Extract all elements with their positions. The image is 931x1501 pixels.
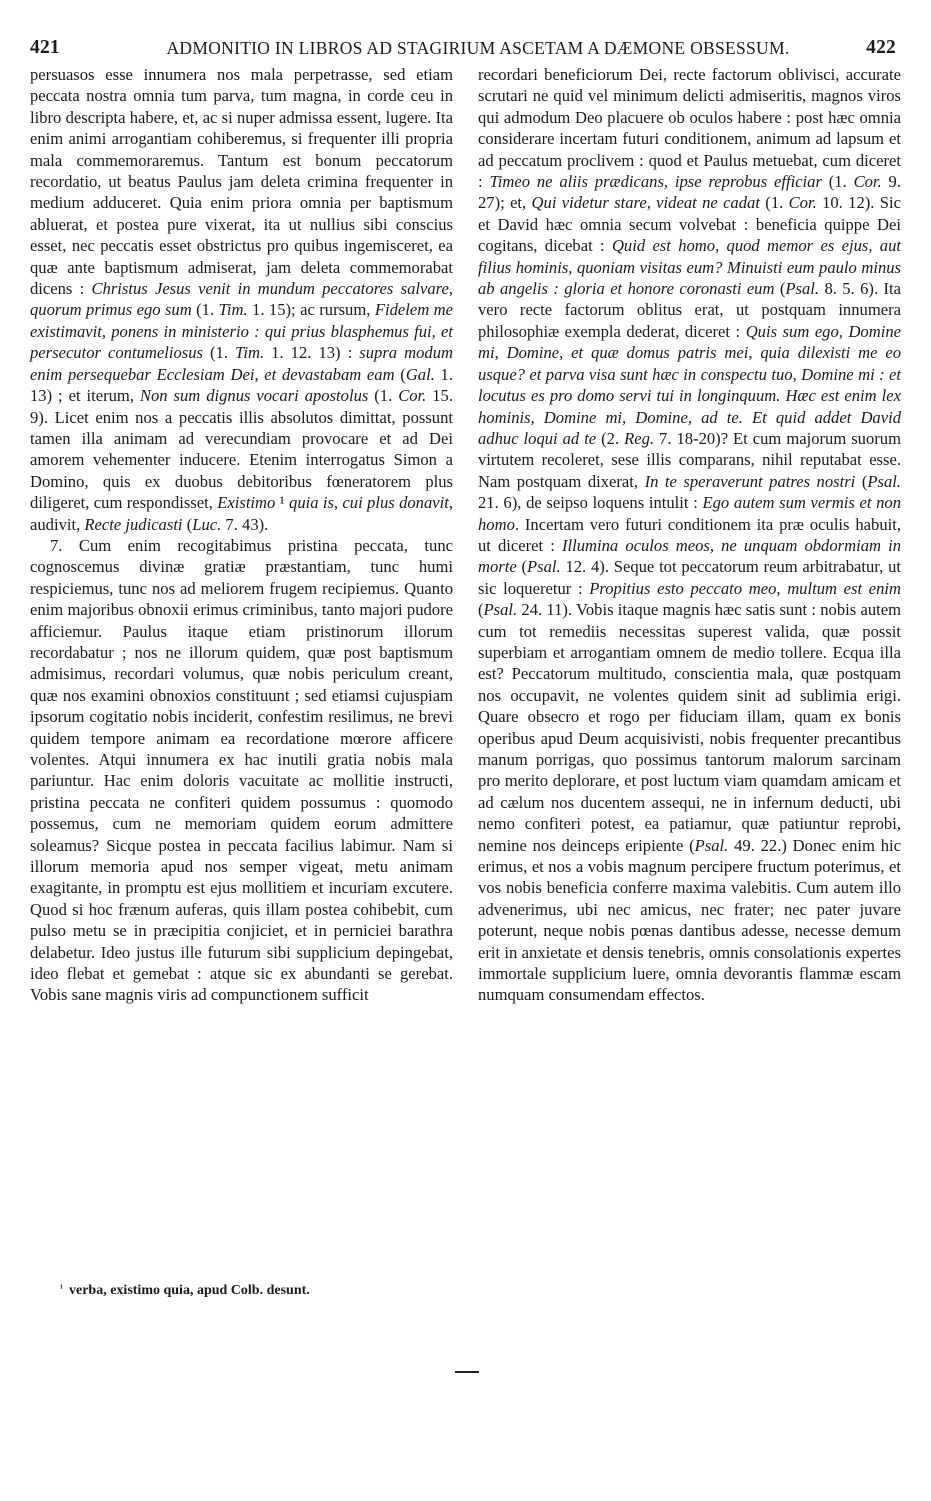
italic-run: Psal. [694, 835, 729, 855]
italic-run: Christus Jesus venit in mundum peccatores salvare, quorum primus ego sum [30, 279, 453, 320]
text-run: , audivit, [30, 493, 453, 534]
footnote-text: verba, existimo quia, apud Colb. desunt. [69, 1283, 310, 1298]
italic-run: Tim. [235, 343, 265, 363]
italic-run: Qui videtur stare, videat ne cadat [531, 193, 760, 213]
text-run: 15. 9). Licet enim nos a peccatis illis absolutos dimittat, possunt tamen illa animam ad verecundiam provocare et ad Dei amorem vehementer inducere. Etenim interrogatus Simon a Domino, quis ex duobus debitoribus fœneratorem plus diligeret, cum respondisset, [30, 386, 454, 513]
italic-run: Psal. [785, 279, 820, 299]
text-run: 7. 18-20)? Et cum majorum suorum virtutem recoleret, sese illis comparans, nihil reputabat esse. Nam postquam dixerat, [478, 428, 901, 491]
italic-run: Quis sum ego, Domine mi, Domine, et quæ domus patris mei, quia dilexisti me eo usque? et parva visa sunt hæc in conspectu tuo, Domine mi : et locutus es pro domo servi tui in longinquum. Hæc est enim lex hominis, Domine mi, Domine, ad te. Et quid addet David adhuc loqui ad te [478, 321, 901, 448]
italic-run: Fidelem me existimavit, ponens in ministerio : qui prius blasphemus fui, et persecutor contumeliosus [30, 300, 453, 363]
running-header [30, 34, 896, 62]
text-run: ( [182, 514, 193, 534]
italic-run: Psal. [527, 557, 561, 577]
text-run: recordari beneficiorum Dei, recte factorum oblivisci, accurate scrutari ne quid vel minimum delicti admiseritis, magnos viros qui admodum Deo placuere ob oculos habere : post hæc omnia considerare incertam futuri conditionem, animum ad lapsum et ad peccatum proclivem : quod et Paulus metuebat, cum diceret : [478, 65, 901, 192]
text-run: ¹ [275, 493, 290, 513]
italic-run: Cor. [788, 193, 817, 213]
left-column [30, 64, 453, 1006]
italic-run: Cor. [398, 386, 427, 406]
running-title: ADMONITIO IN LIBROS AD STAGIRIUM ASCETAM A DÆMONE OBSESSUM. [166, 38, 790, 58]
text-run: (1. [368, 386, 399, 406]
paragraph [478, 64, 901, 1006]
italic-run: Quid est homo, quod memor es ejus, aut filius hominis, quoniam visitas eum? Minuisti eum paulo minus ab angelis : gloria et honore coronasti eum [478, 236, 901, 299]
text-run: 1. 12. 13) : [264, 343, 360, 363]
footnote-marker: ¹ [60, 1283, 63, 1294]
italic-run: quia is, cui plus donavit [289, 493, 449, 513]
text-run: ( [478, 600, 484, 620]
italic-run: Psal. [483, 600, 518, 620]
text-run: 1. 13) ; et iterum, [30, 364, 453, 406]
text-run: 49. 22.) Donec enim hic erimus, et nos a vobis magnum percipere fructum poterimus, et vos nobis beneficia conferre maxima valebitis. Cum autem illo advenerimus, ubi nec amicus, nec frater; nec pater juvare poterunt, neque nobis pœnas dantibus adesse, necesse demum erit in anxietate et densis tenebris, omnis consolationis expertes immortale supplicium luere, omnia devorantis flammæ escam numquam consumendam effectos. [478, 835, 901, 1005]
text-run: (1. [191, 300, 219, 320]
text-run: ( [774, 279, 786, 299]
text-run: (2. [596, 428, 625, 448]
text-run: 12. 4). Seque tot peccatorum reum arbitrabatur, ut sic loqueretur : [478, 557, 901, 598]
italic-run: supra modum enim persequebar Ecclesiam Dei, et devastabam eam [30, 343, 453, 384]
italic-run: Ego autem sum vermis et non homo [478, 493, 901, 534]
italic-run: Recte judicasti [84, 514, 183, 534]
text-run: 24. 11). Vobis itaque magnis hæc satis sunt : nobis autem cum tot remediis necessitas superest valida, quæ possit superbiam et arrogantiam omnem de medio tollere. Ecqua illa est? Peccatorum multitudo, conscientia mala, quæ postquam nos occupavit, ne volentes quidem sinit ad sublimia erigi. Quare obsecro et rogo per fiduciam illam, quam ex bonis operibus apud Deum acquisivisti, nobis frequenter precantibus manum porrigas, quo possimus tantorum malorum sarcinam pro merito deplorare, et post luctum viam quamdam amicam et ad cælum nos ducentem assequi, ne in infernum deducti, ubi nemo confiteri potest, ea patiamur, quæ patiuntur reprobi, nemine nos deinceps eripiente ( [478, 600, 901, 855]
text-run: 9. 27); et, [478, 172, 901, 213]
text-run: 7. Cum enim recogitabimus pristina peccata, tunc cognoscemus divinæ gratiæ præstantiam, tunc humi respiciemus, tunc nos ad meliorem frugem recipiemus. Quanto enim majoribus obnoxii erimus criminibus, tanto majori pudore afficiemur. Paulus itaque etiam pristinorum illorum recordabatur ; nos ne illorum quidem, quæ post baptismum admisimus, recordari volumus, quæ nobis periculum creant, quæ nos examini obnoxios constituunt ; sed etiamsi cujuspiam ipsorum cogitatio nobis inciderit, confestim resilimus, ne brevi quidem tempore animam ea recordatione mœrore afficere volentes. Atqui innumera ex hac inutili gratia nobis mala pariuntur. Hac enim doloris vacuitate ac mollitie instructi, pristina peccata ne confiteri quidem possumus : quomodo possemus, cum ne memoriam quidem eorum admittere soleamus? Sicque postea in peccata facilius labimur. Nam si illorum memoria apud nos semper vigeat, metu animam exagitante, in promptu est ejus mollitiem et incuriam excutere. Quod si hoc frænum auferas, quis illam postea cohibebit, cum pulso metu se in præcipitia conjiciet, et in perniciei barathra delabetur. Ideo justus ille futurum sibi supplicium depingebat, ideo flebat et gemebat : atque sic ex abundanti se gerebat. Vobis sane magnis viris ad compunctionem sufficit [30, 535, 453, 1005]
footnote [60, 1283, 460, 1299]
italic-run: In te speraverunt patres nostri [644, 471, 856, 491]
italic-run: Propitius esto peccato meo, multum est enim [589, 578, 902, 598]
italic-run: Timeo ne aliis prædicans, ipse reprobus efficiar [489, 172, 822, 192]
italic-run: Gal. [405, 364, 435, 384]
text-run: 7. 43). [221, 514, 269, 534]
italic-run: Existimo [217, 493, 276, 513]
text-run: (1. [759, 193, 789, 213]
page-number-right: 422 [866, 37, 896, 58]
text-run: 10. 12). Sic et David hæc omnia secum volvebat : beneficia quippe Dei cogitans, dicebat : [478, 193, 901, 256]
paragraph [30, 64, 453, 535]
italic-run: Illumina oculos meos, ne unquam obdormiam in morte [478, 535, 901, 577]
italic-run: Luc. [192, 514, 222, 534]
text-run: (1. [202, 343, 236, 363]
right-column [478, 64, 901, 1006]
paragraph [30, 535, 453, 1006]
text-run: ( [516, 557, 528, 577]
text-run: persuasos esse innumera nos mala perpetrasse, sed etiam peccata nostra omnia tum parva, tum magna, in corde ceu in libro descripta habere, et, ac si nuper admissa essent, lugere. Ita enim animi arrogantiam cohiberemus, si frequenter illi propria mala commemoraremus. Tantum est bonum peccatorum recordatio, ut beatus Paulus jam deleta crimina frequenter in medium adduceret. Quia enim priora omnia per baptismum abluerat, et postea pure vixerat, ita ut nullius sibi conscius esset, nec peccatis esset obstrictus pro quibus ingemisceret, ea quæ ante baptismum admiserat, jam deleta commemorabat dicens : [30, 65, 453, 299]
text-run: (1. [821, 172, 854, 192]
italic-run: Cor. [853, 172, 882, 192]
page-end-rule [455, 1371, 479, 1373]
italic-run: Psal. [867, 471, 901, 491]
text-run: ( [855, 471, 868, 491]
text-run: 21. 6), de seipso loquens intulit : [478, 493, 703, 513]
italic-run: Tim. [218, 300, 248, 320]
page-number-left: 421 [30, 37, 60, 58]
text-run: 1. 15); ac rursum, [247, 300, 375, 320]
text-run: ( [394, 364, 406, 384]
text-run: 8. 5. 6). Ita vero recte factorum oblitus erat, ut postquam innumera philosophiæ exempla dederat, diceret : [478, 279, 901, 341]
text-run: . Incertam vero futuri conditionem ita præ oculis habuit, ut diceret : [478, 514, 901, 555]
italic-run: Non sum dignus vocari apostolus [139, 386, 369, 406]
italic-run: Reg. [624, 428, 655, 448]
